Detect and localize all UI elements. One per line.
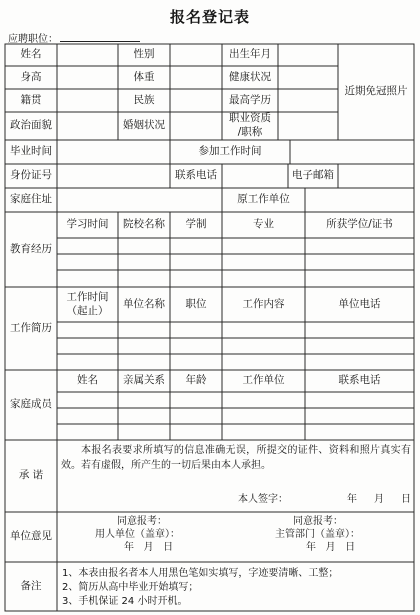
family-header-employer: 工作单位 <box>242 374 285 387</box>
label-phone: 联系电话 <box>175 169 217 182</box>
family-header-phone: 联系电话 <box>338 374 381 387</box>
education-header-period: 学习时间 <box>66 218 109 231</box>
signature-day: 日 <box>401 494 411 505</box>
education-header-duration: 学制 <box>185 218 207 231</box>
notes-label: 备注 <box>20 579 42 592</box>
photo-placeholder: 近期免冠照片 <box>344 85 408 98</box>
employer-date: 年 月 日 <box>124 542 174 553</box>
label-email: 电子邮箱 <box>292 169 334 182</box>
family-header-age: 年龄 <box>185 374 207 387</box>
promise-statement: 本报名表要求所填写的信息准确无误，所提交的证件、资料和照片真实有效。若有虚假，所产生的一切后果由本人承担。 <box>61 445 411 471</box>
label-marital-status: 婚姻状况 <box>123 119 165 132</box>
education-header-school: 院校名称 <box>123 218 165 231</box>
unit-opinion-label: 单位意见 <box>10 530 52 543</box>
position-label: 应聘职位： <box>8 34 58 45</box>
label-health: 健康状况 <box>229 70 271 83</box>
authority-agree: 同意报考： <box>293 516 343 527</box>
promise-section-label: 承 诺 <box>18 469 44 482</box>
education-header-major: 专业 <box>253 218 274 231</box>
note-item: 1、本表由报名者本人用黑色笔如实填写，字迹要清晰、工整； <box>62 568 339 579</box>
authority-seal: 主管部门（盖章）： <box>275 529 360 540</box>
label-birth: 出生年月 <box>229 48 271 61</box>
label-height: 身高 <box>20 70 42 83</box>
work-header-period-line1: 工作时间 <box>66 290 109 303</box>
label-work-start-time: 参加工作时间 <box>198 145 262 158</box>
label-qualification <box>222 112 278 140</box>
family-header-name: 姓名 <box>77 374 98 387</box>
label-highest-education: 最高学历 <box>229 93 271 106</box>
label-ethnicity: 民族 <box>133 93 155 106</box>
employer-agree: 同意报考： <box>117 516 167 527</box>
label-weight: 体重 <box>133 70 155 83</box>
signature-label: 本人签字： <box>238 494 288 505</box>
label-graduation-time: 毕业时间 <box>10 145 52 158</box>
work-header-period <box>57 287 118 322</box>
education-section-label: 教育经历 <box>10 242 52 255</box>
label-native-place: 籍贯 <box>20 93 42 106</box>
employer-seal: 用人单位（盖章）： <box>95 529 180 540</box>
work-header-period-line2: （起止） <box>66 304 109 317</box>
work-section-label: 工作简历 <box>10 321 52 334</box>
note-item: 2、简历从高中毕业开始填写； <box>62 582 199 593</box>
label-qualification-line1: 职业资质 <box>229 112 271 125</box>
form-title: 报名登记表 <box>169 8 250 26</box>
work-header-position: 职位 <box>185 297 207 310</box>
education-header-degree: 所获学位/证书 <box>326 218 393 231</box>
work-header-duties: 工作内容 <box>242 297 285 310</box>
authority-date: 年 月 日 <box>306 542 356 553</box>
label-id-number: 身份证号 <box>10 169 52 182</box>
note-item: 3、手机保证 24 小时开机。 <box>62 596 188 607</box>
signature-year: 年 <box>347 494 357 505</box>
label-political-status: 政治面貌 <box>10 119 52 132</box>
signature-month: 月 <box>374 494 384 505</box>
work-header-phone: 单位电话 <box>338 297 381 310</box>
label-home-address: 家庭住址 <box>10 193 52 206</box>
label-gender: 性别 <box>133 48 155 61</box>
notes-list <box>62 567 407 609</box>
label-name: 姓名 <box>20 48 42 61</box>
label-former-employer: 原工作单位 <box>237 193 290 206</box>
family-header-relation: 亲属关系 <box>123 374 165 387</box>
work-header-employer: 单位名称 <box>123 297 165 310</box>
family-section-label: 家庭成员 <box>10 398 52 411</box>
label-qualification-line2: /职称 <box>237 126 263 138</box>
